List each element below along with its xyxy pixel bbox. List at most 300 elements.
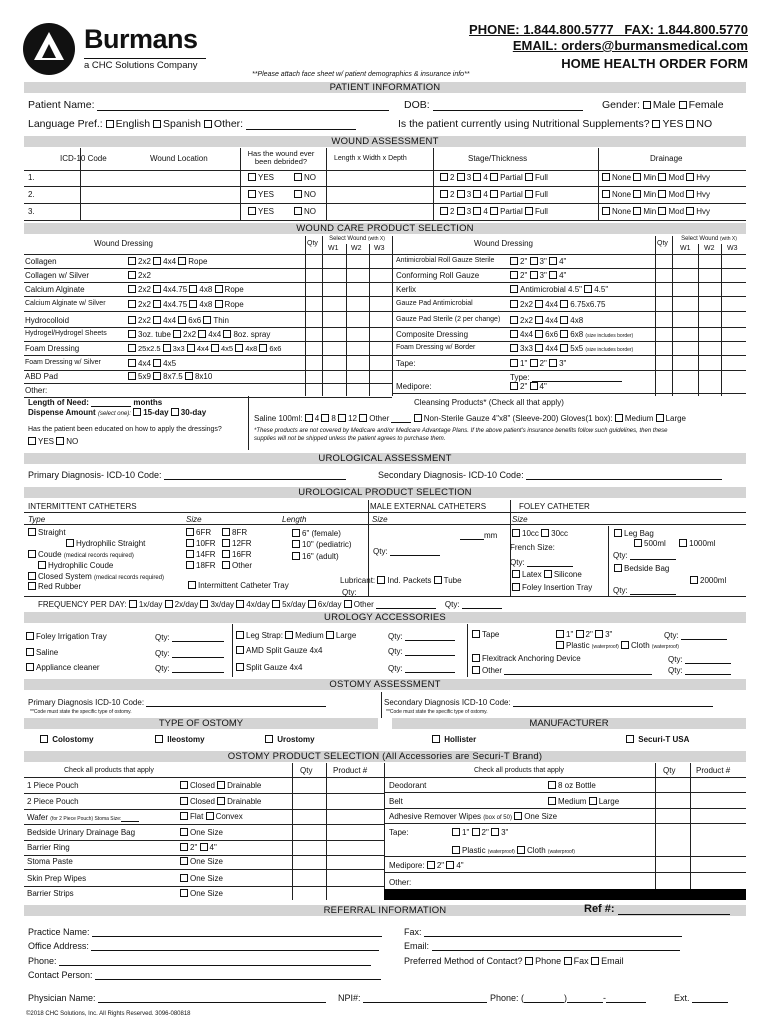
dressing-size-label: 4x8	[245, 344, 258, 353]
ost-option-checkbox[interactable]	[180, 828, 188, 836]
dressing-size-checkbox[interactable]	[153, 257, 161, 265]
care-left-options	[128, 359, 176, 368]
dressing-size-checkbox[interactable]	[535, 316, 543, 324]
wound-section-header: WOUND ASSESSMENT	[24, 136, 746, 147]
drainage-checkbox[interactable]	[633, 207, 641, 215]
dressing-size-checkbox[interactable]	[549, 359, 557, 367]
stage-label: 2	[450, 173, 455, 182]
care-left-item: ABD Pad	[25, 372, 58, 381]
wound-header-drainage: Drainage	[650, 154, 683, 163]
dressing-size-label: 2x2	[520, 300, 533, 309]
length-of-need-field[interactable]	[91, 397, 131, 407]
dressing-size-checkbox[interactable]	[510, 271, 518, 279]
acc-flexitrack-qty: Qty:	[668, 654, 731, 664]
dressing-size-checkbox[interactable]	[535, 330, 543, 338]
frequency-checkbox[interactable]	[272, 600, 280, 608]
dressing-size-label: 4x4.75	[163, 300, 188, 309]
wound-header-stage: Stage/Thickness	[468, 154, 528, 163]
w3-left: W3	[374, 245, 385, 252]
uro-acc-section-header: UROLOGY ACCESSORIES	[24, 612, 746, 623]
acc-qty4: Qty:	[388, 631, 455, 641]
dressing-size-label: 4.5"	[594, 285, 609, 294]
dressing-size-checkbox[interactable]	[259, 344, 267, 352]
patient-section-header: PATIENT INFORMATION	[24, 82, 746, 93]
ost-ileostomy: Ileostomy	[155, 735, 205, 744]
dressing-size-checkbox[interactable]	[178, 257, 186, 265]
ost-option-checkbox[interactable]	[217, 781, 225, 789]
dressing-size-label: 4x4	[545, 300, 559, 309]
mec-header: MALE EXTERNAL CATHETERS	[370, 502, 487, 511]
dressing-size-checkbox[interactable]	[530, 359, 538, 367]
mec-qty: Qty:	[373, 546, 440, 556]
spanish-checkbox[interactable]	[153, 120, 161, 128]
dressing-size-checkbox[interactable]	[223, 330, 231, 338]
dressing-size-checkbox[interactable]	[163, 344, 171, 352]
stage-checkbox[interactable]	[490, 173, 498, 181]
drainage-checkbox[interactable]	[658, 207, 666, 215]
drainage-checkbox[interactable]	[633, 190, 641, 198]
dressing-size-checkbox[interactable]	[187, 344, 195, 352]
ost-colostomy: Colostomy	[40, 735, 94, 744]
frequency-label: 5x/day	[282, 600, 306, 609]
frequency-label: 2x/day	[174, 600, 199, 609]
dressing-size-label: 4x8	[199, 285, 213, 294]
saline-checkbox[interactable]	[321, 414, 329, 422]
dressing-size-checkbox[interactable]	[215, 300, 223, 308]
nutrition-no-checkbox[interactable]	[686, 120, 694, 128]
stage-label: 4	[483, 207, 488, 216]
drainage-checkbox[interactable]	[686, 190, 694, 198]
ost-left-options	[180, 781, 261, 790]
ost-qty-right: Qty	[663, 766, 676, 775]
uro-secondary-field[interactable]	[526, 470, 722, 480]
ost-option-label: Drainable	[227, 797, 262, 806]
acc-qty6: Qty:	[388, 663, 455, 673]
select-wound-right-header: Select Wound (with X)	[681, 236, 737, 242]
educated-question: Has the patient been educated on how to apply the dressings?	[28, 426, 222, 433]
care-right-options	[510, 382, 547, 391]
dressing-size-label: 2x2	[138, 257, 151, 266]
fr-size: 6FR	[186, 528, 211, 537]
drainage-checkbox[interactable]	[602, 207, 610, 215]
brand-tagline: a CHC Solutions Company	[84, 58, 206, 71]
stage-checkbox[interactable]	[490, 190, 498, 198]
care-left-options	[128, 372, 212, 381]
care-left-item: Collagen	[25, 257, 57, 266]
ost-option-label: Closed	[190, 781, 215, 790]
ost-left-item: Skin Prep Wipes	[27, 874, 87, 883]
ost-medipore: Medipore: 2" 4"	[389, 861, 464, 870]
dressing-size-label: 4x4	[208, 330, 222, 339]
dressing-size-label: 2x2	[138, 300, 151, 309]
ost-deodorant: Deodorant	[389, 781, 427, 790]
dressing-size-checkbox[interactable]	[128, 300, 136, 308]
tape-type-field[interactable]	[532, 372, 622, 382]
frequency-checkbox[interactable]	[236, 600, 244, 608]
dressing-size-checkbox[interactable]	[510, 344, 518, 352]
stage-checkbox[interactable]	[457, 173, 465, 181]
care-right-options	[510, 271, 566, 280]
dressing-size-label: 4x4	[545, 344, 559, 353]
leg-bag-qty: Qty:	[613, 550, 676, 560]
acc-qty5: Qty:	[388, 646, 455, 656]
dressing-size-checkbox[interactable]	[510, 359, 518, 367]
length-of-need: Length of Need: months	[28, 398, 163, 407]
leg-bag: Leg Bag	[614, 529, 654, 538]
dressing-size-label: 4x8	[570, 316, 584, 325]
drainage-label: None	[612, 173, 632, 182]
bedside-2000: 2000ml	[690, 576, 726, 585]
ost-option-label: One Size	[190, 828, 223, 837]
frequency-label: 4x/day	[246, 600, 270, 609]
ost-primary: Primary Diagnosis ICD-10 Code:	[28, 697, 326, 707]
frequency-label: 3x/day	[210, 600, 235, 609]
fc-cc: 10cc 30cc	[512, 529, 568, 538]
ost-qty-left: Qty	[300, 766, 313, 775]
dressing-size-label: 4x4	[163, 257, 177, 266]
ost-left-options	[180, 889, 223, 898]
ost-belt: Belt	[389, 797, 403, 806]
lubricant: Lubricant: Ind. Packets Tube	[340, 576, 462, 585]
ref-address: Office Address:	[28, 941, 379, 951]
dressing-size-label: 4"	[559, 271, 567, 280]
dressing-size-label: Rope	[224, 285, 244, 294]
ic-size-label: Size	[186, 515, 202, 524]
dressing-size-checkbox[interactable]	[530, 257, 538, 265]
dressing-size-label: 1"	[520, 359, 528, 368]
fc-french: French Size:	[510, 543, 555, 552]
care-right-options	[510, 316, 583, 325]
w2-right: W2	[704, 245, 715, 252]
dressing-size-checkbox[interactable]	[535, 300, 543, 308]
ostomy-section-header: OSTOMY ASSESSMENT	[24, 679, 746, 690]
drainage-checkbox[interactable]	[602, 190, 610, 198]
dressing-size-checkbox[interactable]	[173, 330, 181, 338]
wound-header-lwd: Length x Width x Depth	[334, 155, 407, 162]
disclaimer-line2: supplies will not be shipped unless the patient agrees to purchase them.	[254, 436, 446, 442]
type-hydro-coude: Hydrophilic Coude	[38, 561, 113, 570]
footer: ©2018 CHC Solutions, Inc. All Rights Reserved. 3096-080818	[26, 1011, 191, 1017]
dressing-size-checkbox[interactable]	[128, 285, 136, 293]
care-right-options	[510, 285, 608, 294]
care-left-options	[128, 271, 151, 280]
ost-securit: Securi-T USA	[626, 735, 689, 744]
dressing-size-label: 2"	[520, 257, 528, 266]
care-right-item: Composite Dressing	[396, 330, 469, 339]
dispense-amount: Dispense Amount (select one): 15-day 30-day	[28, 408, 207, 417]
saline-label: 8	[331, 414, 336, 423]
wound-row-drainage	[602, 173, 710, 182]
dressing-size-checkbox[interactable]	[530, 271, 538, 279]
dressing-size-label: Thin	[213, 316, 229, 325]
care-right-item: Antimicrobial Roll Gauze Sterile	[396, 257, 495, 264]
acc-tape-qty: Qty:	[664, 630, 727, 640]
care-left-item: Foam Dressing w/ Silver	[25, 359, 101, 366]
ost-option-checkbox[interactable]	[180, 781, 188, 789]
ost-option-checkbox[interactable]	[180, 874, 188, 882]
dressing-size-checkbox[interactable]	[510, 382, 518, 390]
ost-option-checkbox[interactable]	[180, 797, 188, 805]
dressing-size-checkbox[interactable]	[510, 316, 518, 324]
tape-type-label: Type:	[510, 372, 622, 382]
cleansing-options: Saline 100ml: 4 8 12 Other Non-Sterile Gauze 4"x8" (Sleeve-200) Gloves(1 box): Medium Large	[254, 414, 687, 423]
dispense-15-checkbox[interactable]	[133, 408, 141, 416]
dressing-size-checkbox[interactable]	[128, 372, 136, 380]
ost-option-checkbox[interactable]	[180, 812, 188, 820]
care-right-options: 4x4 6x6 6x8 (size includes border)	[510, 330, 633, 339]
drainage-label: Min	[643, 173, 657, 182]
stage-checkbox[interactable]	[473, 173, 481, 181]
qty-right-header: Qty	[657, 240, 668, 247]
dressing-size-label: 6x8	[570, 330, 584, 339]
male-checkbox[interactable]	[643, 101, 651, 109]
care-left-options	[128, 330, 270, 339]
type-coude: Coude (medical records required)	[28, 550, 134, 559]
dressing-size-checkbox[interactable]	[153, 359, 161, 367]
ref-ext: Ext.	[674, 993, 728, 1003]
dressing-size-checkbox[interactable]	[549, 271, 557, 279]
wound-row-drainage	[602, 207, 710, 216]
stage-checkbox[interactable]	[525, 207, 533, 215]
stage-label: 3	[466, 190, 472, 199]
other-lang-checkbox[interactable]	[204, 120, 212, 128]
dressing-size-checkbox[interactable]	[189, 300, 197, 308]
wound-row-num: 2.	[28, 190, 35, 199]
burmans-logo-icon	[22, 22, 76, 76]
gloves-medium-checkbox[interactable]	[615, 414, 623, 422]
dressing-size-checkbox[interactable]	[203, 316, 211, 324]
dressing-size-label: Antimicrobial 4.5"	[520, 285, 582, 294]
ost-option-checkbox[interactable]	[206, 812, 214, 820]
dressing-size-checkbox[interactable]	[153, 316, 161, 324]
frequency-label: 6x/day	[317, 600, 342, 609]
dressing-size-checkbox[interactable]	[235, 344, 243, 352]
dressing-size-label: 3oz. tube	[138, 330, 171, 339]
stage-checkbox[interactable]	[440, 190, 448, 198]
frequency-checkbox[interactable]	[344, 600, 352, 608]
stage-checkbox[interactable]	[457, 190, 465, 198]
frequency-label: Other	[353, 600, 374, 609]
saline-checkbox[interactable]	[305, 414, 313, 422]
type-straight: Straight	[28, 528, 66, 537]
educated-yes-checkbox[interactable]	[28, 437, 36, 445]
dressing-size-checkbox[interactable]	[198, 330, 206, 338]
ost-option-label: 2"	[190, 843, 198, 852]
dressing-size-checkbox[interactable]	[510, 285, 518, 293]
drainage-checkbox[interactable]	[658, 190, 666, 198]
dressing-size-label: 8oz. spray	[233, 330, 271, 339]
dressing-size-checkbox[interactable]	[560, 300, 568, 308]
ost-option-label: One Size	[190, 874, 223, 883]
dressing-size-label: 2x2	[138, 271, 151, 280]
ost-primary-note: **Code must state the specific type of ostomy.	[30, 709, 132, 715]
ref-phone: Phone:	[28, 956, 371, 966]
leg-bag-sizes: 500ml 1000ml	[634, 539, 715, 548]
dressing-size-checkbox[interactable]	[510, 300, 518, 308]
acc-plastic-cloth: Plastic (waterproof) Cloth (waterproof)	[556, 641, 679, 650]
care-right-item: Foam Dressing w/ Border	[396, 344, 476, 351]
drainage-checkbox[interactable]	[633, 173, 641, 181]
care-right-item: Tape:	[396, 359, 416, 368]
frequency-checkbox[interactable]	[308, 600, 316, 608]
acc-amd: AMD Split Gauze 4x4	[236, 646, 322, 655]
ref-practice: Practice Name:	[28, 927, 382, 937]
acc-split: Split Gauze 4x4	[236, 663, 302, 672]
ost-left-item: Barrier Strips	[27, 889, 74, 898]
dispense-30-checkbox[interactable]	[171, 408, 179, 416]
ic-length-label: Length	[282, 515, 307, 524]
dressing-size-label: 6x6	[269, 344, 282, 353]
dressing-size-checkbox[interactable]	[128, 271, 136, 279]
dressing-size-checkbox[interactable]	[584, 285, 592, 293]
ost-option-checkbox[interactable]	[180, 857, 188, 865]
care-left-options	[128, 300, 244, 309]
dressing-size-checkbox[interactable]	[560, 344, 568, 352]
care-left-item: Calcium Alginate	[25, 285, 85, 294]
drainage-checkbox[interactable]	[686, 207, 694, 215]
drainage-label: Mod	[668, 173, 685, 182]
ic-header: INTERMITTENT CATHETERS	[28, 502, 137, 511]
uro-primary-field[interactable]	[164, 470, 346, 480]
stage-checkbox[interactable]	[473, 207, 481, 215]
stage-checkbox[interactable]	[525, 190, 533, 198]
dressing-size-checkbox[interactable]	[178, 316, 186, 324]
dressing-size-checkbox[interactable]	[153, 285, 161, 293]
ost-option-checkbox[interactable]	[180, 843, 188, 851]
dressing-size-checkbox[interactable]	[185, 372, 193, 380]
dressing-size-checkbox[interactable]	[211, 344, 219, 352]
ost-option-label: Flat	[190, 812, 204, 821]
wound-row-debrided: YES NO	[248, 190, 316, 199]
drainage-label: Mod	[668, 190, 685, 199]
stage-label: 3	[466, 173, 472, 182]
dob-field[interactable]	[433, 101, 583, 111]
wound-row-num: 1.	[28, 173, 35, 182]
nonsterile-gauze-checkbox[interactable]	[414, 414, 422, 422]
dressing-size-checkbox[interactable]	[549, 257, 557, 265]
cleansing-title: Cleansing Products* (Check all that apply)	[414, 398, 564, 407]
w1-left: W1	[328, 245, 339, 252]
dressing-size-checkbox[interactable]	[128, 257, 136, 265]
dressing-size-checkbox[interactable]	[560, 316, 568, 324]
care-right-options: 3x3 4x4 5x5 (size includes border)	[510, 344, 633, 353]
acc-flexitrack: Flexitrack Anchoring Device	[472, 654, 581, 663]
dressing-size-label: 6.75x6.75	[570, 300, 606, 309]
ost-other: Other:	[389, 878, 412, 887]
ref-pref: Preferred Method of Contact? Phone Fax Email	[404, 956, 624, 966]
stage-checkbox[interactable]	[440, 207, 448, 215]
drainage-checkbox[interactable]	[658, 173, 666, 181]
dressing-size-label: 4x4	[138, 359, 151, 368]
stage-checkbox[interactable]	[473, 190, 481, 198]
other-lang-field[interactable]	[246, 120, 356, 130]
dressing-size-checkbox[interactable]	[128, 344, 136, 352]
dressing-size-checkbox[interactable]	[153, 300, 161, 308]
dressing-size-checkbox[interactable]	[560, 330, 568, 338]
fc-header: FOLEY CATHETER	[519, 502, 590, 511]
ost-left-item: 1 Piece Pouch	[27, 781, 79, 790]
drainage-label: Min	[643, 190, 657, 199]
frequency-checkbox[interactable]	[200, 600, 208, 608]
dressing-size-checkbox[interactable]	[128, 316, 136, 324]
ref-npi: NPI#:	[338, 993, 487, 1003]
length-6: 6" (female)	[292, 529, 341, 538]
dressing-size-checkbox[interactable]	[510, 257, 518, 265]
phone-fax: PHONE: 1.844.800.5777 FAX: 1.844.800.5770	[469, 22, 748, 37]
dressing-size-label: 4"	[539, 382, 547, 391]
drainage-checkbox[interactable]	[602, 173, 610, 181]
ost-left-options	[180, 797, 261, 806]
educated-no-checkbox[interactable]	[56, 437, 64, 445]
dressing-size-label: 4x4	[196, 344, 209, 353]
wound-row-debrided: YES NO	[248, 173, 316, 182]
ost-tape: Tape:	[389, 828, 409, 837]
ost-option-checkbox[interactable]	[217, 797, 225, 805]
saline-checkbox[interactable]	[359, 414, 367, 422]
dressing-size-checkbox[interactable]	[153, 372, 161, 380]
dressing-size-label: 3x3	[172, 344, 185, 353]
dressing-size-label: 4x8	[199, 300, 213, 309]
stage-label: Full	[534, 190, 548, 199]
dressing-size-label: 25x2.5	[138, 344, 161, 353]
dressing-size-checkbox[interactable]	[530, 382, 538, 390]
gloves-large-checkbox[interactable]	[656, 414, 664, 422]
frequency-checkbox[interactable]	[165, 600, 173, 608]
drainage-checkbox[interactable]	[686, 173, 694, 181]
wd-right-header: Wound Dressing	[474, 239, 533, 248]
stage-label: 4	[483, 190, 488, 199]
length-10: 10" (pediatric)	[292, 540, 352, 549]
ost-option-label: Drainable	[227, 781, 262, 790]
english-checkbox[interactable]	[106, 120, 114, 128]
dressing-size-label: Rope	[224, 300, 244, 309]
dressing-size-checkbox[interactable]	[510, 330, 518, 338]
ost-left-options	[180, 812, 243, 821]
dressing-size-checkbox[interactable]	[535, 344, 543, 352]
ost-option-checkbox[interactable]	[180, 889, 188, 897]
female-checkbox[interactable]	[679, 101, 687, 109]
dressing-size-checkbox[interactable]	[189, 285, 197, 293]
care-left-item: Hydrocolloid	[25, 316, 70, 325]
lubricant-qty: Qty:	[342, 587, 409, 597]
dressing-size-checkbox[interactable]	[128, 359, 136, 367]
mec-mm: mm	[460, 530, 497, 540]
fr-size: Other	[222, 561, 252, 570]
brand-name: Burmans	[84, 24, 198, 54]
dressing-size-checkbox[interactable]	[128, 330, 136, 338]
ost-8oz: 8 oz Bottle	[548, 781, 596, 790]
nutrition-yes-checkbox[interactable]	[652, 120, 660, 128]
wound-row-stage	[440, 190, 548, 199]
stage-checkbox[interactable]	[490, 207, 498, 215]
wound-row-drainage	[602, 190, 710, 199]
ost-option-checkbox[interactable]	[200, 843, 208, 851]
frequency-checkbox[interactable]	[129, 600, 137, 608]
uro-secondary: Secondary Diagnosis- ICD-10 Code:	[378, 470, 722, 480]
stage-checkbox[interactable]	[525, 173, 533, 181]
dressing-size-label: 5x5	[570, 344, 584, 353]
dressing-size-checkbox[interactable]	[215, 285, 223, 293]
ic-type-label: Type	[28, 515, 46, 524]
email[interactable]: EMAIL: orders@burmansmedical.com	[512, 38, 748, 53]
stage-checkbox[interactable]	[457, 207, 465, 215]
patient-name-field[interactable]	[97, 101, 389, 111]
dressing-size-label: 8x7.5	[163, 372, 183, 381]
saline-checkbox[interactable]	[338, 414, 346, 422]
stage-checkbox[interactable]	[440, 173, 448, 181]
ref-physician: Physician Name:	[28, 993, 326, 1003]
w1-right: W1	[680, 245, 691, 252]
